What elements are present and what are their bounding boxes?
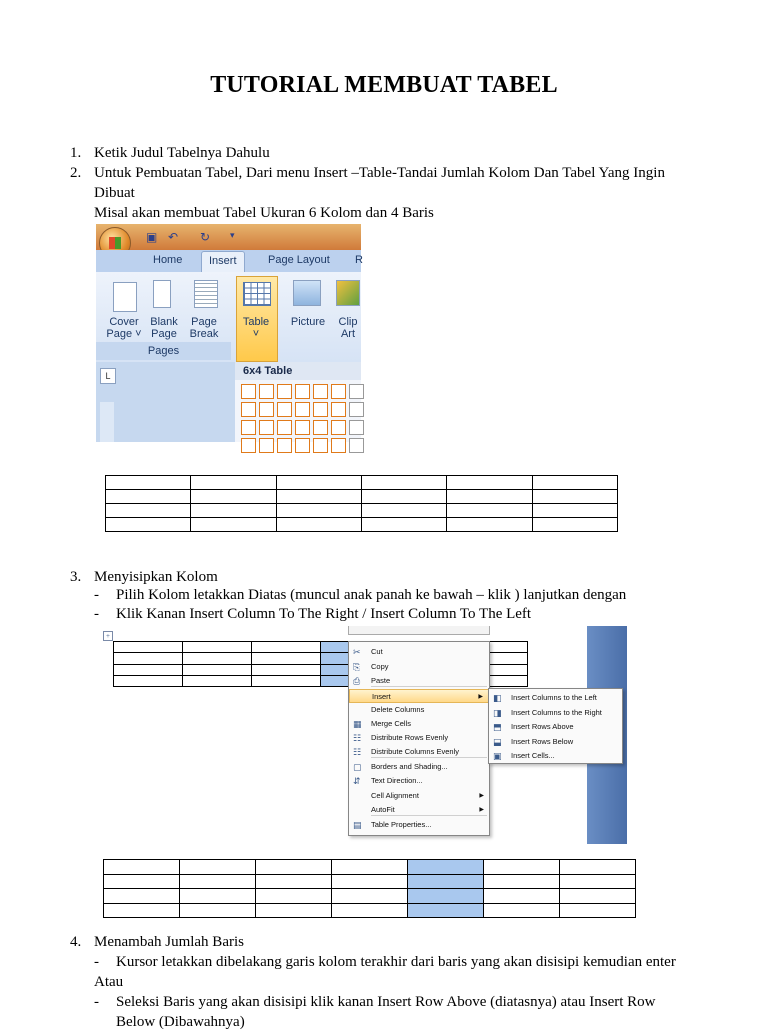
insert-col-right-icon: ◨	[493, 707, 502, 718]
submenu-item-label: Insert Rows Below	[511, 736, 574, 746]
step-4-bullet-1: Kursor letakkan dibelakang garis kolom terakhir dari baris yang akan disisipi kemudian enter	[116, 954, 676, 970]
menu-item-insert[interactable]	[349, 689, 489, 703]
table-cell[interactable]	[532, 518, 617, 532]
table-cell[interactable]	[484, 874, 560, 889]
table-cell[interactable]	[447, 518, 532, 532]
tab-home[interactable]: Home	[153, 254, 183, 266]
table-label-2[interactable]: ˅	[252, 328, 260, 340]
grid-cell[interactable]	[259, 402, 274, 417]
insert-col-left-icon: ◧	[493, 693, 502, 703]
table-cell[interactable]	[532, 490, 617, 504]
grid-cell[interactable]	[295, 384, 310, 399]
step-4-bullet-2-line-2: Below (Dibawahnya)	[116, 1014, 245, 1030]
page-break-label-2[interactable]: Break	[189, 328, 219, 340]
tab-stop-selector[interactable]: L	[100, 368, 116, 384]
distribute-rows-icon: ☷	[353, 733, 362, 743]
scissors-icon: ✂	[353, 647, 361, 657]
step-3-number: 3.	[70, 569, 82, 585]
table-size-header: 6x4 Table	[235, 362, 361, 380]
grid-cell[interactable]	[277, 420, 292, 435]
table-cell[interactable]	[332, 889, 408, 904]
grid-cell[interactable]	[349, 402, 364, 417]
menu-item-text-direction[interactable]	[349, 774, 489, 788]
grid-cell[interactable]	[295, 420, 310, 435]
clip-art-label-1[interactable]: Clip	[338, 316, 358, 328]
step-3-text: Menyisipkan Kolom	[94, 569, 218, 585]
step-1-text: Ketik Judul Tabelnya Dahulu	[94, 145, 270, 161]
submenu-item-insert-cells[interactable]	[489, 749, 622, 763]
table-cell[interactable]	[183, 675, 252, 686]
table-cell[interactable]	[276, 504, 361, 518]
example-table-2	[103, 859, 636, 918]
distribute-columns-icon: ☷	[353, 747, 362, 757]
table-cell[interactable]	[560, 903, 636, 918]
table-cell[interactable]	[484, 903, 560, 918]
tab-references[interactable]: R	[355, 254, 363, 266]
table-cell[interactable]	[361, 490, 446, 504]
table-cell[interactable]	[252, 664, 321, 675]
table-properties-icon: ▤	[353, 820, 362, 830]
menu-separator	[371, 815, 487, 816]
table-cell[interactable]	[408, 874, 484, 889]
submenu-item-insert-rows-below[interactable]	[489, 735, 622, 749]
table-cell[interactable]	[114, 675, 183, 686]
table-cell[interactable]	[332, 903, 408, 918]
step-4-atau: Atau	[94, 974, 124, 990]
grid-cell[interactable]	[331, 384, 346, 399]
grid-cell[interactable]	[349, 384, 364, 399]
table-row	[104, 860, 636, 875]
menu-item-label: Copy	[371, 662, 389, 671]
menu-item-copy[interactable]	[349, 660, 489, 674]
step-4-dash-1: -	[94, 954, 99, 970]
grid-cell[interactable]	[313, 384, 328, 399]
mini-toolbar	[348, 626, 490, 635]
step-3-dash-2: -	[94, 606, 99, 622]
menu-item-label: Insert	[372, 692, 391, 701]
cover-page-label-2[interactable]: Page ˅	[106, 328, 142, 340]
submenu-arrow-icon: ▶	[479, 807, 484, 813]
table-cell[interactable]	[276, 476, 361, 490]
pages-group-bar	[96, 342, 231, 360]
table-cell[interactable]	[256, 874, 332, 889]
table-cell[interactable]	[191, 504, 276, 518]
table-cell[interactable]	[183, 642, 252, 653]
table-cell[interactable]	[560, 874, 636, 889]
menu-item-borders-and-shading[interactable]	[349, 760, 489, 774]
grid-cell[interactable]	[313, 420, 328, 435]
menu-item-cell-alignment[interactable]	[349, 789, 489, 803]
step-4-dash-2: -	[94, 994, 99, 1010]
menu-item-label: Table Properties...	[371, 820, 432, 829]
table-cell[interactable]	[106, 518, 191, 532]
table-cell[interactable]	[332, 860, 408, 875]
grid-cell[interactable]	[259, 420, 274, 435]
table-cell[interactable]	[560, 860, 636, 875]
submenu-item-insert-columns-to-the-left[interactable]	[489, 691, 622, 705]
table-cell[interactable]	[183, 653, 252, 664]
cover-page-icon	[113, 282, 137, 312]
grid-cell[interactable]	[241, 384, 256, 399]
insert-cells-icon: ▣	[493, 751, 502, 761]
ribbon-tab-strip	[96, 250, 361, 272]
table-row	[104, 874, 636, 889]
page-break-icon	[194, 280, 218, 308]
menu-item-label: Delete Columns	[371, 705, 425, 714]
step-2-line-2: Dibuat	[94, 185, 135, 201]
table-cell[interactable]	[256, 860, 332, 875]
table-cell[interactable]	[252, 675, 321, 686]
submenu-item-label: Insert Columns to the Right	[511, 707, 602, 717]
menu-item-merge-cells[interactable]	[349, 717, 489, 731]
grid-cell[interactable]	[241, 438, 256, 453]
ribbon-screenshot	[96, 224, 361, 442]
table-cell[interactable]	[256, 889, 332, 904]
table-cell[interactable]	[484, 889, 560, 904]
grid-cell[interactable]	[259, 438, 274, 453]
picture-icon	[293, 280, 321, 306]
table-cell[interactable]	[252, 642, 321, 653]
blank-page-label-2[interactable]: Page	[151, 328, 177, 340]
table-cell[interactable]	[104, 889, 180, 904]
menu-item-distribute-rows-evenly[interactable]	[349, 731, 489, 745]
step-4-text: Menambah Jumlah Baris	[94, 934, 244, 950]
table-cell[interactable]	[191, 476, 276, 490]
table-cell[interactable]	[106, 504, 191, 518]
grid-cell[interactable]	[331, 438, 346, 453]
table-row	[104, 903, 636, 918]
grid-cell[interactable]	[313, 438, 328, 453]
step-1-number: 1.	[70, 145, 82, 161]
grid-cell[interactable]	[295, 438, 310, 453]
table-cell[interactable]	[408, 903, 484, 918]
table-cell[interactable]	[332, 874, 408, 889]
submenu-item-label: Insert Rows Above	[511, 722, 574, 731]
table-cell[interactable]	[361, 476, 446, 490]
table-cell[interactable]	[114, 642, 183, 653]
table-cell[interactable]	[447, 490, 532, 504]
table-icon	[243, 282, 271, 306]
blank-page-icon	[153, 280, 171, 308]
menu-item-table-properties[interactable]	[349, 818, 489, 832]
table-cell[interactable]	[106, 490, 191, 504]
menu-item-cut[interactable]	[349, 645, 489, 659]
menu-item-label: AutoFit	[371, 805, 395, 814]
save-icon[interactable]: ▣	[146, 230, 158, 244]
grid-cell[interactable]	[241, 402, 256, 417]
step-3-bullet-2: Klik Kanan Insert Column To The Right / Insert Column To The Left	[116, 606, 532, 622]
menu-item-label: Paste	[371, 676, 391, 685]
submenu-arrow-icon: ▶	[479, 793, 484, 799]
step-3-dash-1: -	[94, 587, 99, 603]
context-menu-screenshot	[100, 626, 627, 846]
menu-item-label: Borders and Shading...	[371, 762, 448, 771]
undo-icon[interactable]: ↶	[168, 230, 179, 244]
submenu-arrow-icon: ▶	[478, 694, 483, 700]
menu-separator	[371, 757, 487, 758]
paste-icon: ⎙	[353, 676, 361, 686]
grid-cell[interactable]	[277, 384, 292, 399]
customize-arrow-icon[interactable]: ▾	[230, 230, 235, 240]
table-grid-dropdown	[235, 362, 361, 442]
table-cell[interactable]	[560, 889, 636, 904]
clip-art-icon	[336, 280, 360, 306]
blank-page-label-1[interactable]: Blank	[150, 316, 178, 328]
menu-item-label: Text Direction...	[371, 776, 423, 785]
table-cell[interactable]	[484, 860, 560, 875]
submenu-item-insert-columns-to-the-right[interactable]	[489, 706, 622, 720]
cover-page-label-1[interactable]: Cover	[109, 316, 139, 328]
table-cell[interactable]	[408, 860, 484, 875]
table-cell[interactable]	[191, 490, 276, 504]
table-cell[interactable]	[447, 476, 532, 490]
submenu-item-insert-rows-above[interactable]	[489, 720, 622, 734]
menu-item-delete-columns[interactable]	[349, 703, 489, 717]
table-cell[interactable]	[180, 860, 256, 875]
table-cell[interactable]	[180, 903, 256, 918]
submenu-item-label: Insert Columns to the Left	[511, 693, 597, 702]
tab-page-layout[interactable]: Page Layout	[268, 254, 330, 266]
tab-insert[interactable]: Insert	[201, 251, 245, 276]
grid-cell[interactable]	[331, 420, 346, 435]
step-4-bullet-2: Seleksi Baris yang akan disisipi klik kanan Insert Row Above (diatasnya) atau Insert Row	[116, 994, 656, 1010]
text-direction-icon: ⇵	[353, 776, 361, 786]
step-2-line-3: Misal akan membuat Tabel Ukuran 6 Kolom dan 4 Baris	[94, 205, 434, 221]
submenu-item-label: Insert Cells...	[511, 751, 555, 760]
table-cell[interactable]	[183, 664, 252, 675]
context-menu	[348, 641, 490, 836]
table-row	[106, 476, 618, 490]
step-2-line-1: Untuk Pembuatan Tabel, Dari menu Insert –Table-Tandai Jumlah Kolom Dan Tabel Yang Ingin	[94, 165, 665, 181]
pages-group-label: Pages	[147, 345, 180, 357]
table-move-handle-icon[interactable]: +	[103, 631, 113, 641]
grid-cell[interactable]	[349, 438, 364, 453]
ruler-area	[96, 362, 235, 442]
table-cell[interactable]	[276, 490, 361, 504]
grid-cell[interactable]	[349, 420, 364, 435]
clip-art-label-2[interactable]: Art	[340, 328, 356, 340]
step-3-bullet-1: Pilih Kolom letakkan Diatas (muncul anak panah ke bawah – klik ) lanjutkan dengan	[116, 587, 627, 603]
table-cell[interactable]	[114, 653, 183, 664]
grid-cell[interactable]	[241, 420, 256, 435]
grid-cell[interactable]	[277, 438, 292, 453]
grid-cell[interactable]	[313, 402, 328, 417]
table-cell[interactable]	[104, 860, 180, 875]
table-cell[interactable]	[361, 504, 446, 518]
table-cell[interactable]	[252, 653, 321, 664]
page-break-label-1[interactable]: Page	[191, 316, 217, 328]
vertical-ruler	[100, 402, 114, 442]
table-cell[interactable]	[180, 889, 256, 904]
grid-cell[interactable]	[295, 402, 310, 417]
insert-row-above-icon: ⬒	[493, 722, 502, 732]
step-2-number: 2.	[70, 165, 82, 181]
menu-item-label: Cut	[371, 647, 383, 656]
table-cell[interactable]	[106, 476, 191, 490]
borders-icon: ▢	[353, 762, 362, 772]
table-label-1[interactable]: Table	[242, 316, 270, 328]
redo-icon[interactable]: ↻	[200, 230, 211, 244]
step-4-number: 4.	[70, 934, 82, 950]
table-cell[interactable]	[276, 518, 361, 532]
table-cell[interactable]	[256, 903, 332, 918]
table-cell[interactable]	[447, 504, 532, 518]
insert-row-below-icon: ⬓	[493, 736, 502, 747]
table-cell[interactable]	[104, 874, 180, 889]
grid-cell[interactable]	[277, 402, 292, 417]
example-table-1	[105, 475, 618, 532]
grid-cell[interactable]	[259, 384, 274, 399]
insert-submenu	[488, 688, 623, 764]
table-row	[106, 518, 618, 532]
table-row	[106, 504, 618, 518]
table-cell[interactable]	[532, 476, 617, 490]
table-row	[104, 889, 636, 904]
menu-item-label: Cell Alignment	[371, 791, 419, 800]
menu-item-label: Distribute Columns Evenly	[371, 747, 459, 756]
page-title: TUTORIAL MEMBUAT TABEL	[210, 72, 558, 98]
merge-cells-icon: ▦	[353, 719, 362, 729]
table-cell[interactable]	[180, 874, 256, 889]
picture-label-1[interactable]: Picture	[290, 316, 326, 328]
grid-cell[interactable]	[331, 402, 346, 417]
copy-icon: ⎘	[353, 662, 361, 672]
table-row	[106, 490, 618, 504]
table-cell[interactable]	[408, 889, 484, 904]
table-cell[interactable]	[191, 518, 276, 532]
menu-item-label: Distribute Rows Evenly	[371, 733, 449, 742]
menu-separator	[371, 686, 487, 687]
table-cell[interactable]	[532, 504, 617, 518]
table-cell[interactable]	[104, 903, 180, 918]
title-bar	[96, 224, 361, 250]
menu-item-label: Merge Cells	[371, 719, 412, 728]
table-cell[interactable]	[361, 518, 446, 532]
table-cell[interactable]	[114, 664, 183, 675]
